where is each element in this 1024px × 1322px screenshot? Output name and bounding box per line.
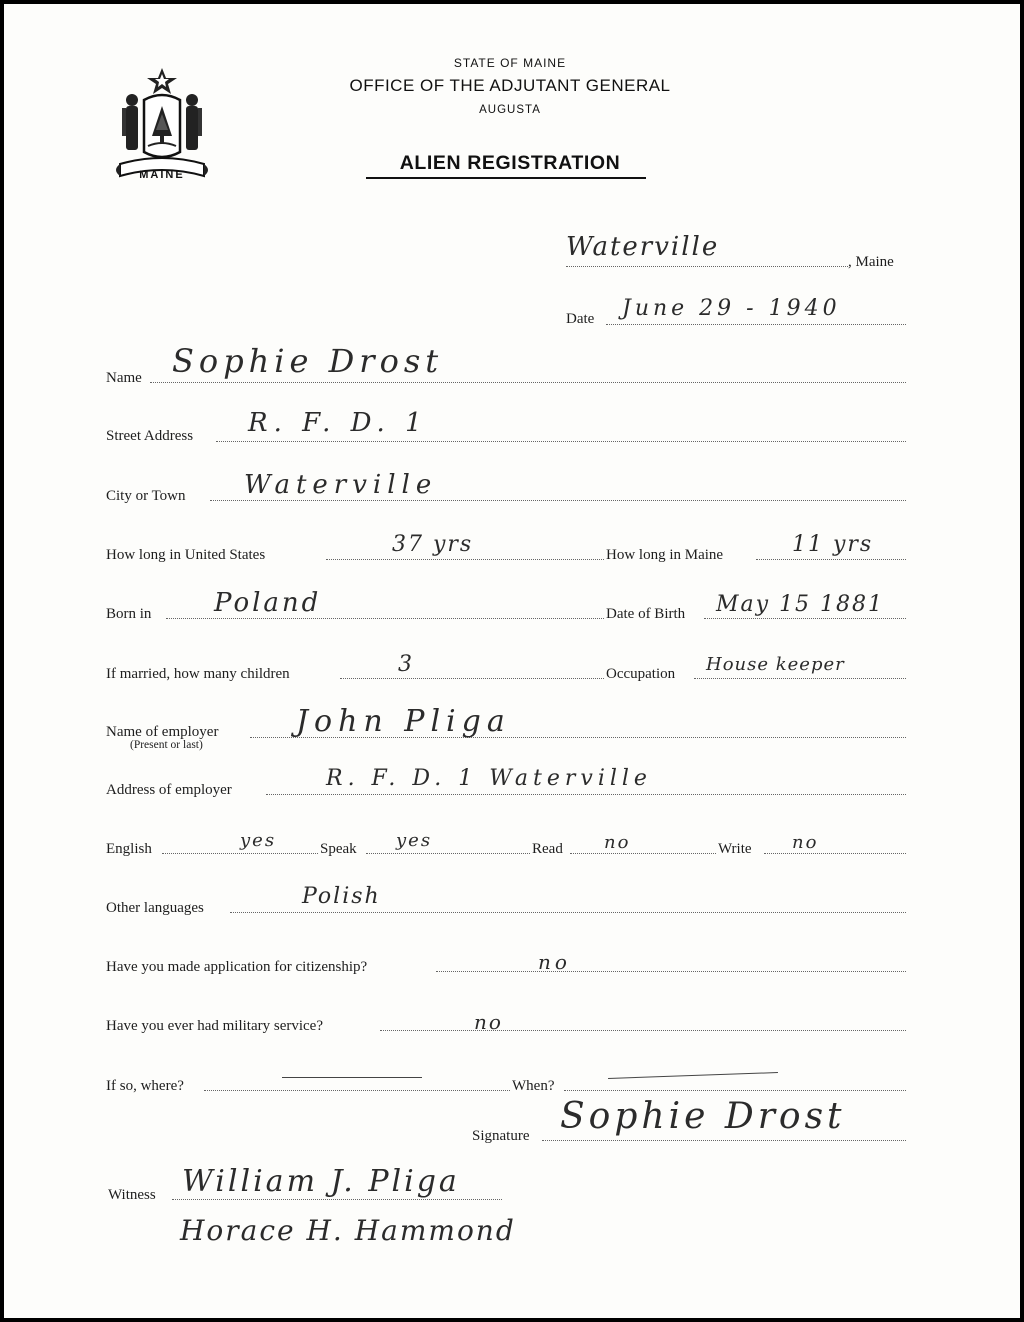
employer-name-label: Name of employer (106, 724, 219, 740)
occupation-line (694, 678, 906, 679)
read-label: Read (532, 841, 563, 857)
header-state: STATE OF MAINE (453, 56, 567, 70)
born-in-value: Poland (214, 588, 322, 618)
when-line (564, 1090, 906, 1091)
years-in-us-label: How long in United States (106, 547, 266, 563)
place-line (566, 266, 848, 267)
military-value: no (474, 1010, 503, 1034)
children-value: 3 (398, 652, 414, 677)
citizenship-line (436, 971, 906, 972)
signature-label: Signature (472, 1128, 530, 1144)
employer-address-label: Address of employer (106, 782, 232, 798)
signature-line (542, 1140, 906, 1141)
occupation-value: House keeper (706, 654, 845, 675)
header-office: OFFICE OF THE ADJUTANT GENERAL (349, 76, 671, 95)
when-dash (608, 1072, 778, 1079)
speak-label: Speak (320, 841, 357, 857)
years-in-us-value: 37 yrs (392, 532, 474, 557)
employer-address-line (266, 794, 906, 795)
english-value: yes (240, 830, 277, 851)
date-of-birth-value: May 15 1881 (716, 592, 885, 617)
witness-label: Witness (108, 1187, 156, 1203)
city-label: City or Town (106, 488, 186, 504)
name-value: Sophie Drost (172, 342, 444, 380)
where-label: If so, where? (106, 1078, 184, 1094)
english-label: English (106, 841, 152, 857)
read-line (570, 853, 716, 854)
born-in-label: Born in (106, 606, 152, 622)
military-label: Have you ever had military service? (106, 1018, 323, 1034)
citizenship-label: Have you made application for citizenship? (106, 959, 368, 975)
when-label: When? (512, 1078, 555, 1094)
registration-form-page (4, 4, 1020, 1318)
name-label: Name (106, 370, 142, 386)
years-in-maine-value: 11 yrs (792, 532, 874, 557)
date-value: June 29 - 1940 (622, 296, 841, 321)
seal-banner-text: MAINE (139, 169, 185, 181)
speak-line (366, 853, 530, 854)
citizenship-value: no (538, 950, 571, 974)
military-line (380, 1030, 906, 1031)
date-line (606, 324, 906, 325)
name-line (150, 382, 906, 383)
witness-line (172, 1199, 502, 1200)
street-address-label: Street Address (106, 428, 194, 444)
children-line (340, 678, 604, 679)
date-of-birth-line (704, 618, 906, 619)
write-label: Write (718, 841, 752, 857)
other-languages-line (230, 912, 906, 913)
title-underline (366, 177, 646, 179)
years-in-maine-label: How long in Maine (606, 547, 724, 563)
years-in-maine-line (756, 559, 906, 560)
write-line (764, 853, 906, 854)
other-languages-value: Polish (302, 884, 381, 909)
write-value: no (792, 832, 819, 853)
born-in-line (166, 618, 604, 619)
date-label: Date (566, 311, 595, 327)
street-address-line (216, 441, 906, 442)
date-of-birth-label: Date of Birth (606, 606, 686, 622)
children-label: If married, how many children (106, 666, 290, 682)
form-title: ALIEN REGISTRATION (399, 152, 621, 174)
header-city: AUGUSTA (479, 104, 541, 116)
city-line (210, 500, 906, 501)
read-value: no (604, 832, 631, 853)
city-value: Waterville (244, 470, 438, 500)
speak-value: yes (396, 830, 433, 851)
witness-value-1: William J. Pliga (182, 1164, 460, 1199)
occupation-label: Occupation (606, 666, 676, 682)
employer-address-value: R. F. D. 1 Waterville (326, 766, 652, 791)
where-dash (282, 1077, 422, 1078)
employer-name-note: (Present or last) (130, 739, 203, 751)
where-line (204, 1090, 510, 1091)
years-in-us-line (326, 559, 604, 560)
street-address-value: R. F. D. 1 (248, 408, 428, 438)
signature-value: Sophie Drost (560, 1096, 846, 1137)
english-line (162, 853, 318, 854)
witness-value-2: Horace H. Hammond (180, 1214, 516, 1247)
other-languages-label: Other languages (106, 900, 204, 916)
place-suffix: , Maine (848, 254, 894, 270)
place-value: Waterville (566, 232, 720, 262)
employer-name-value: John Pliga (296, 704, 511, 739)
